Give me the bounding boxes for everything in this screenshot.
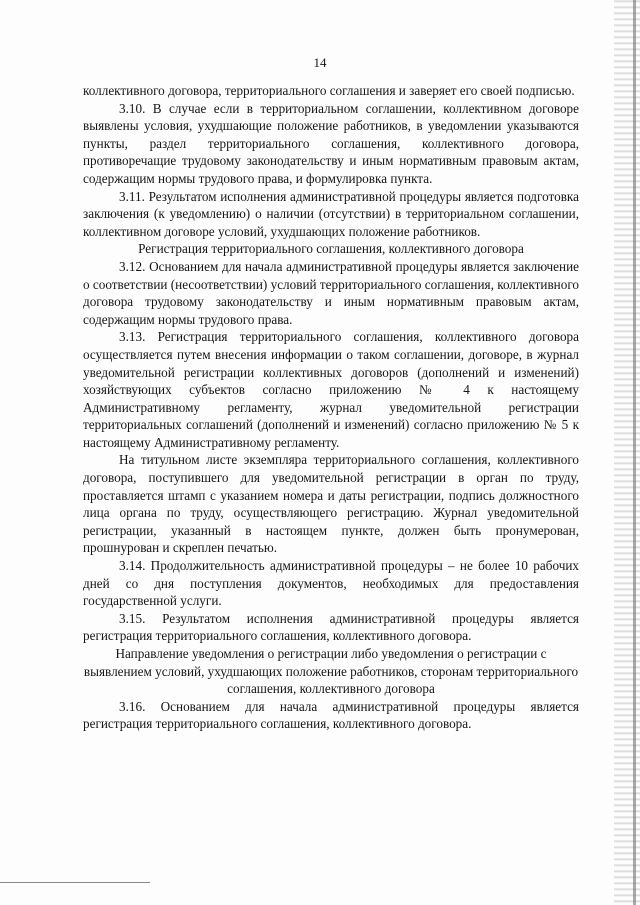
paragraph-3-11: 3.11. Результатом исполнения административной процедуры является подготовка заключения (к уведомлению) о наличии (отсутствии) в территориальном соглашении, коллективном договоре условий, ухудшающих положение работников. [83, 188, 579, 239]
paragraph-continuation: коллективного договора, территориального соглашения и заверяет его своей подписью. [83, 83, 575, 98]
paragraph-3-10: 3.10. В случае если в территориальном соглашении, коллективном договоре выявлены условия, ухудшающие положение работников, в уведомлении указываются пункты, раздел территориального соглашения, коллективного договора, противоречащие трудовому законодательству и иным нормативным правовым актам, содержащим нормы трудового права, и формулировка пункта. [83, 100, 579, 186]
paragraph-3-14: 3.14. Продолжительность административной процедуры – не более 10 рабочих дней со дня поступления документов, необходимых для предоставления государственной услуги. [83, 558, 579, 609]
paragraph-3-13: 3.13. Регистрация территориального соглашения, коллективного договора осуществляется путем внесения информации о таком соглашении, договоре, в журнал уведомительной регистрации коллективных договоров (дополнений и изменений) хозяйствующих субъектов согласно приложению № 4 к настоящему Административному регламенту, журнал уведомительной регистрации территориальных соглашений (дополнений и изменений) согласно приложению № 5 к настоящему Административному регламенту. [83, 329, 579, 450]
page-number: 14 [313, 55, 327, 70]
section-heading-notification: Направление уведомления о регистрации либо уведомления о регистрации с выявлением условий, ухудшающих положение работников, сторонам территориального соглашения, коллективного договора [83, 646, 579, 697]
document-body [83, 82, 579, 733]
paragraph-3-16: 3.16. Основанием для начала административной процедуры является регистрация территориального соглашения, коллективного договора. [83, 698, 579, 732]
paragraph-3-12: 3.12. Основанием для начала административной процедуры является заключение о соответствии (несоответствии) условий территориального соглашения, коллективного договора трудовому законодательству и иным нормативным правовым актам, содержащим нормы трудового права. [83, 258, 579, 327]
paragraph-3-15: 3.15. Результатом исполнения административной процедуры является регистрация территориального соглашения, коллективного договора. [83, 610, 579, 644]
section-heading-registration: Регистрация территориального соглашения, коллективного договора [138, 241, 524, 257]
scan-edge-artifact [614, 0, 640, 905]
scan-bottom-line [0, 882, 150, 883]
paragraph-title-page: На титульном листе экземпляра территориального соглашения, коллективного договора, поступившего для уведомительной регистрации в орган по труду, проставляется штамп с указанием номера и даты регистрации, подпись должностного лица органа по труду, осуществляющего регистрацию. Журнал уведомительной регистрации, указанный в настоящем пункте, должен быть пронумерован, прошнурован и скреплен печатью. [83, 452, 579, 556]
